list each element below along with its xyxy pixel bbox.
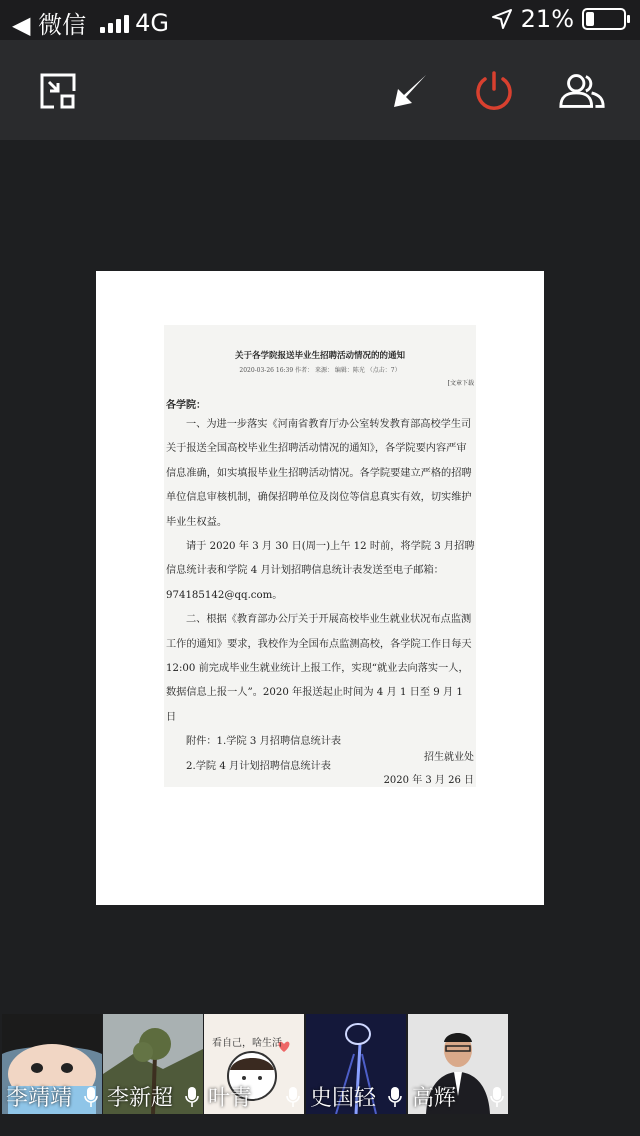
- status-right: [491, 5, 626, 33]
- participant-name: 史国轻: [310, 1086, 377, 1111]
- participant-name: 李新超: [107, 1086, 174, 1111]
- participant-name: 李靖靖: [6, 1086, 73, 1111]
- participant-tile[interactable]: [2, 1014, 102, 1114]
- signal-strength-icon: [100, 13, 129, 33]
- attachment-line: 附件：1.学院 3 月招聘信息统计表: [186, 736, 342, 748]
- document-body: [166, 413, 476, 779]
- status-left[interactable]: [12, 5, 169, 40]
- back-to-wechat-label[interactable]: ◀ 微信: [12, 11, 87, 39]
- minimize-window-icon: [38, 71, 78, 111]
- participants-icon: [557, 71, 607, 111]
- laser-pointer-button[interactable]: [385, 68, 435, 114]
- pointer-arrow-icon: [390, 71, 430, 111]
- download-link[interactable]: [文章下载: [447, 380, 474, 387]
- participant-strip: [0, 1012, 640, 1116]
- mic-icon: [84, 1086, 98, 1108]
- battery-percent: 21%: [520, 5, 574, 33]
- mic-icon: [388, 1086, 402, 1108]
- sticker-text: 看自己，啥生活: [212, 1038, 282, 1049]
- paragraph: 一、为进一步落实《河南省教育厅办公室转发教育部高校学生司关于报送全国高校毕业生招聘活动情况的通知》，各学院要内容严审信息准确，如实填报毕业生招聘活动情况。各学院要建立严格的招聘单位信息审核机制，确保招聘单位及岗位等信息真实有效，切实维护毕业生权益。: [166, 419, 472, 528]
- shared-document-page[interactable]: [96, 271, 544, 905]
- mic-icon: [185, 1086, 199, 1108]
- participant-name: 叶青: [208, 1086, 253, 1111]
- status-bar: [0, 0, 640, 40]
- document-title: 关于各学院报送毕业生招聘活动情况的的通知: [234, 351, 405, 361]
- participant-tile[interactable]: [103, 1014, 203, 1114]
- participant-tile[interactable]: [306, 1014, 406, 1114]
- document-meta: 2020-03-26 16:39 作者： 来源： 编辑：陈光 （点击：7）: [239, 367, 401, 374]
- document-content: [164, 325, 476, 787]
- location-arrow-icon: [491, 8, 513, 30]
- attachment-line: 2.学院 4 月计划招聘信息统计表: [186, 760, 331, 772]
- participant-tile[interactable]: [204, 1014, 304, 1114]
- power-icon: [472, 69, 516, 113]
- leave-meeting-button[interactable]: [469, 68, 519, 114]
- document-date: 2020 年 3 月 26 日: [383, 775, 474, 786]
- battery-icon: [582, 8, 626, 30]
- signature: 招生就业处: [424, 752, 474, 763]
- salutation: 各学院：: [166, 400, 206, 411]
- shared-screen-area: [0, 140, 640, 1010]
- participant-name: 高辉: [412, 1086, 457, 1111]
- paragraph: 二、根据《教育部办公厅关于开展高校毕业生就业状况布点监测工作的通知》要求，我校作为全国布点监测高校，各学院工作日每天 12:00 前完成毕业生就业统计上报工作，实现“就业去向落实一人，数据信息上报一人”。2020 年报送起止时间为 4 月 1 日至 9 月 1 日: [166, 614, 472, 723]
- participant-tile[interactable]: [408, 1014, 508, 1114]
- minimize-window-button[interactable]: [33, 68, 83, 114]
- meeting-toolbar: [0, 40, 640, 140]
- participants-button[interactable]: [557, 68, 607, 114]
- mic-icon: [490, 1086, 504, 1108]
- network-label: 4G: [135, 8, 169, 37]
- paragraph: 请于 2020 年 3 月 30 日(周一)上午 12 时前，将学院 3 月招聘信息统计表和学院 4 月计划招聘信息统计表发送至电子邮箱：974185142@qq.com。: [166, 541, 475, 601]
- mic-icon: [286, 1086, 300, 1108]
